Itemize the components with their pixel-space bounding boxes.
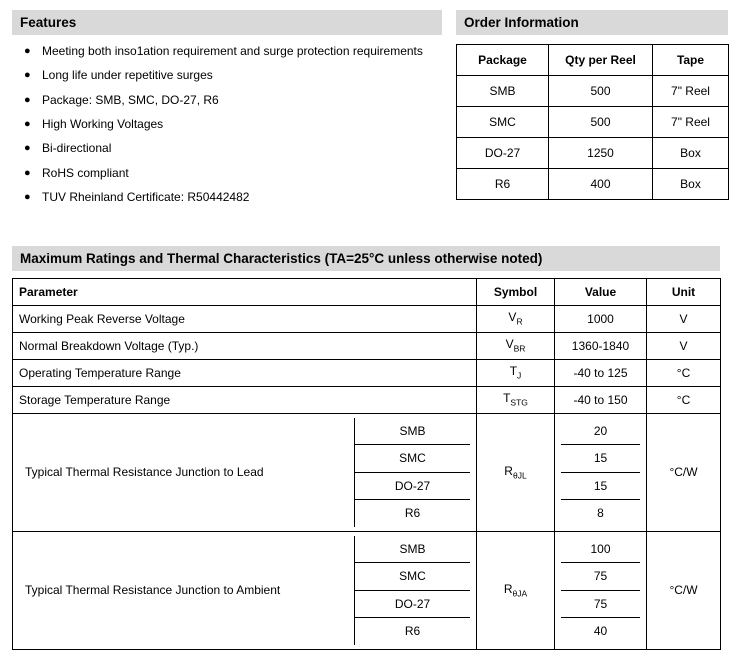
cell-value-group bbox=[555, 413, 647, 531]
symbol-subscript: R bbox=[516, 316, 523, 327]
cell-parameter: Operating Temperature Range bbox=[13, 359, 477, 386]
list-item bbox=[12, 93, 442, 108]
column-header-parameter: Parameter bbox=[13, 278, 477, 305]
cell-value: -40 to 125 bbox=[555, 359, 647, 386]
cell-package: DO-27 bbox=[457, 138, 549, 169]
table-header-row bbox=[13, 278, 721, 305]
symbol-main: R bbox=[504, 463, 513, 478]
cell-parameter-group bbox=[13, 413, 477, 531]
cell-qty: 400 bbox=[549, 169, 653, 200]
cell-value: -40 to 150 bbox=[555, 386, 647, 413]
order-information-section bbox=[456, 10, 728, 200]
list-item bbox=[12, 190, 442, 205]
cell-value: 1360-1840 bbox=[555, 332, 647, 359]
list-item-label: Package: SMB, SMC, DO-27, R6 bbox=[42, 92, 219, 107]
cell-value: 100 bbox=[561, 536, 640, 564]
list-item-label: Long life under repetitive surges bbox=[42, 68, 213, 83]
column-header-symbol: Symbol bbox=[477, 278, 555, 305]
bullet-icon: ● bbox=[24, 118, 31, 131]
column-header-unit: Unit bbox=[647, 278, 721, 305]
list-item-label: RoHS compliant bbox=[42, 165, 129, 180]
list-item-label: Meeting both inso1ation requirement and surge protection requirements bbox=[42, 44, 423, 58]
list-item bbox=[12, 166, 442, 181]
list-item-label: Bi-directional bbox=[42, 141, 112, 156]
table-row bbox=[457, 169, 729, 200]
cell-qty: 500 bbox=[549, 76, 653, 107]
symbol-main: T bbox=[503, 391, 511, 406]
package-cell: SMC bbox=[355, 445, 470, 473]
cell-unit: °C/W bbox=[647, 413, 721, 531]
table-row bbox=[457, 107, 729, 138]
cell-parameter: Normal Breakdown Voltage (Typ.) bbox=[13, 332, 477, 359]
cell-unit: °C bbox=[647, 359, 721, 386]
cell-value: 15 bbox=[561, 445, 640, 473]
cell-value: 75 bbox=[561, 563, 640, 591]
symbol-main: T bbox=[509, 364, 518, 379]
symbol-subscript: BR bbox=[513, 343, 526, 354]
order-information-table bbox=[456, 44, 729, 200]
symbol-subscript: θJA bbox=[512, 588, 528, 599]
package-cell: R6 bbox=[404, 624, 421, 639]
symbol-main: V bbox=[508, 310, 517, 325]
cell-value: 1000 bbox=[555, 305, 647, 332]
cell-tape: Box bbox=[653, 169, 729, 200]
symbol-subscript: θJL bbox=[512, 470, 527, 481]
column-header-package: Package bbox=[457, 45, 549, 76]
cell-value-group bbox=[555, 531, 647, 649]
package-cell: SMB bbox=[355, 536, 470, 564]
bullet-icon: ● bbox=[24, 93, 31, 106]
cell-value: 20 bbox=[561, 418, 640, 446]
cell-symbol bbox=[477, 531, 555, 649]
symbol-subscript: STG bbox=[510, 397, 528, 408]
symbol-main: V bbox=[505, 337, 514, 352]
list-item-label: High Working Voltages bbox=[42, 117, 164, 132]
cell-package: R6 bbox=[457, 169, 549, 200]
cell-package: SMC bbox=[457, 107, 549, 138]
symbol-subscript: J bbox=[517, 370, 522, 381]
list-item-label: TUV Rheinland Certificate: R50442482 bbox=[42, 190, 250, 205]
table-row bbox=[457, 138, 729, 169]
table-row bbox=[13, 386, 721, 413]
cell-package: SMB bbox=[457, 76, 549, 107]
cell-symbol bbox=[477, 386, 555, 413]
column-header-tape: Tape bbox=[653, 45, 729, 76]
list-item bbox=[12, 141, 442, 156]
cell-symbol bbox=[477, 359, 555, 386]
package-subcolumn bbox=[354, 418, 470, 527]
cell-qty: 500 bbox=[549, 107, 653, 138]
table-row-thermal-ja bbox=[13, 531, 721, 649]
bullet-icon: ● bbox=[24, 191, 31, 204]
cell-value: 15 bbox=[561, 473, 640, 501]
table-row bbox=[457, 76, 729, 107]
column-header-qty: Qty per Reel bbox=[549, 45, 653, 76]
cell-tape: Box bbox=[653, 138, 729, 169]
features-section bbox=[12, 10, 442, 215]
cell-value: 8 bbox=[597, 506, 604, 521]
list-item bbox=[12, 117, 442, 132]
table-row bbox=[13, 359, 721, 386]
package-cell: DO-27 bbox=[355, 591, 470, 619]
parameter-label: Typical Thermal Resistance Junction to Ambient bbox=[25, 583, 281, 598]
table-row bbox=[13, 332, 721, 359]
max-ratings-section bbox=[12, 246, 720, 650]
cell-symbol bbox=[477, 332, 555, 359]
features-list bbox=[12, 44, 442, 206]
cell-parameter: Storage Temperature Range bbox=[13, 386, 477, 413]
cell-parameter: Working Peak Reverse Voltage bbox=[13, 305, 477, 332]
top-section bbox=[12, 10, 720, 215]
max-ratings-heading: Maximum Ratings and Thermal Characteristics (TA=25°C unless otherwise noted) bbox=[12, 246, 720, 271]
cell-unit: V bbox=[647, 332, 721, 359]
cell-symbol bbox=[477, 305, 555, 332]
table-row-thermal-jl bbox=[13, 413, 721, 531]
cell-symbol bbox=[477, 413, 555, 531]
package-cell: DO-27 bbox=[355, 473, 470, 501]
package-cell: R6 bbox=[404, 506, 421, 521]
bullet-icon: ● bbox=[24, 166, 31, 179]
column-header-value: Value bbox=[555, 278, 647, 305]
package-cell: SMB bbox=[355, 418, 470, 446]
list-item bbox=[12, 44, 442, 59]
table-header-row bbox=[457, 45, 729, 76]
cell-unit: °C bbox=[647, 386, 721, 413]
cell-tape: 7" Reel bbox=[653, 107, 729, 138]
bullet-icon: ● bbox=[24, 142, 31, 155]
list-item bbox=[12, 68, 442, 83]
cell-value: 40 bbox=[593, 624, 608, 639]
package-subcolumn bbox=[354, 536, 470, 645]
bullet-icon: ● bbox=[24, 45, 31, 57]
cell-unit: V bbox=[647, 305, 721, 332]
order-information-heading: Order Information bbox=[456, 10, 728, 35]
package-cell: SMC bbox=[355, 563, 470, 591]
bullet-icon: ● bbox=[24, 69, 31, 82]
cell-value: 75 bbox=[561, 591, 640, 619]
cell-tape: 7" Reel bbox=[653, 76, 729, 107]
cell-qty: 1250 bbox=[549, 138, 653, 169]
table-row bbox=[13, 305, 721, 332]
cell-unit: °C/W bbox=[647, 531, 721, 649]
cell-parameter-group bbox=[13, 531, 477, 649]
max-ratings-table bbox=[12, 278, 721, 650]
features-heading: Features bbox=[12, 10, 442, 35]
parameter-label: Typical Thermal Resistance Junction to Lead bbox=[25, 465, 264, 480]
symbol-main: R bbox=[503, 581, 513, 596]
